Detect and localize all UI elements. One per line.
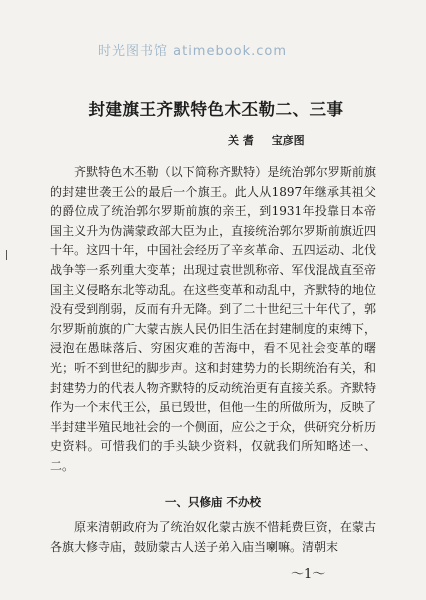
section-heading: 一、只修庙 不办校 bbox=[164, 495, 261, 509]
byline bbox=[228, 132, 319, 148]
paragraph-2: 原来清朝政府为了统治奴化蒙古族不惜耗费巨资，在蒙古各旗大修寺庙，鼓励蒙古人送子弟入庙当喇嘛。清朝末 bbox=[50, 520, 376, 554]
edge-mark bbox=[6, 250, 11, 260]
author-1: 关 耆 bbox=[228, 134, 254, 147]
page-number: ～1～ bbox=[291, 567, 326, 582]
paragraph-1: 齐默特色木丕勒（以下简称齐默特）是统治郭尔罗斯前旗的封建世袭王公的最后一个旗王。此人从1897年继承其祖父的爵位成了统治郭尔罗斯前旗的亲王，到1931年投靠日本帝国主义升为伪满蒙政部大臣为止，直接统治郭尔罗斯前旗近四十年。这四十年，中国社会经历了辛亥革命、五四运动、北伐战争等一系列重大变革；出现过袁世凯称帝、军伐混战直至帝国主义侵略东北等动乱。在这些变革和动乱中，齐默特的地位没有受到削弱，反而有升无降。到了二十世纪三十年代了，郭尔罗斯前旗的广大蒙古族人民仍旧生活在封建制度的束缚下，浸泡在愚昧落后、穷困灾难的苦海中，看不见社会变革的曙光；听不到世纪的脚步声。这和封建势力的长期统治有关，和封建势力的代表人物齐默特的反动统治更有直接关系。齐默特作为一个末代王公，虽已毁世，但他一生的所做所为，反映了半封建半殖民地社会的一个侧面，应公之于众，供研究分析历史资料。可惜我们的手头缺少资料，仅就我们所知略述一、二。 bbox=[50, 165, 376, 473]
author-2: 宝彦图 bbox=[271, 134, 305, 147]
article-body bbox=[50, 163, 376, 477]
article-title: 封建旗王齐默特色木丕勒二、三事 bbox=[88, 100, 344, 119]
watermark: 时光图书馆 atimebook.com bbox=[98, 44, 288, 59]
article-body-continued bbox=[50, 518, 376, 557]
